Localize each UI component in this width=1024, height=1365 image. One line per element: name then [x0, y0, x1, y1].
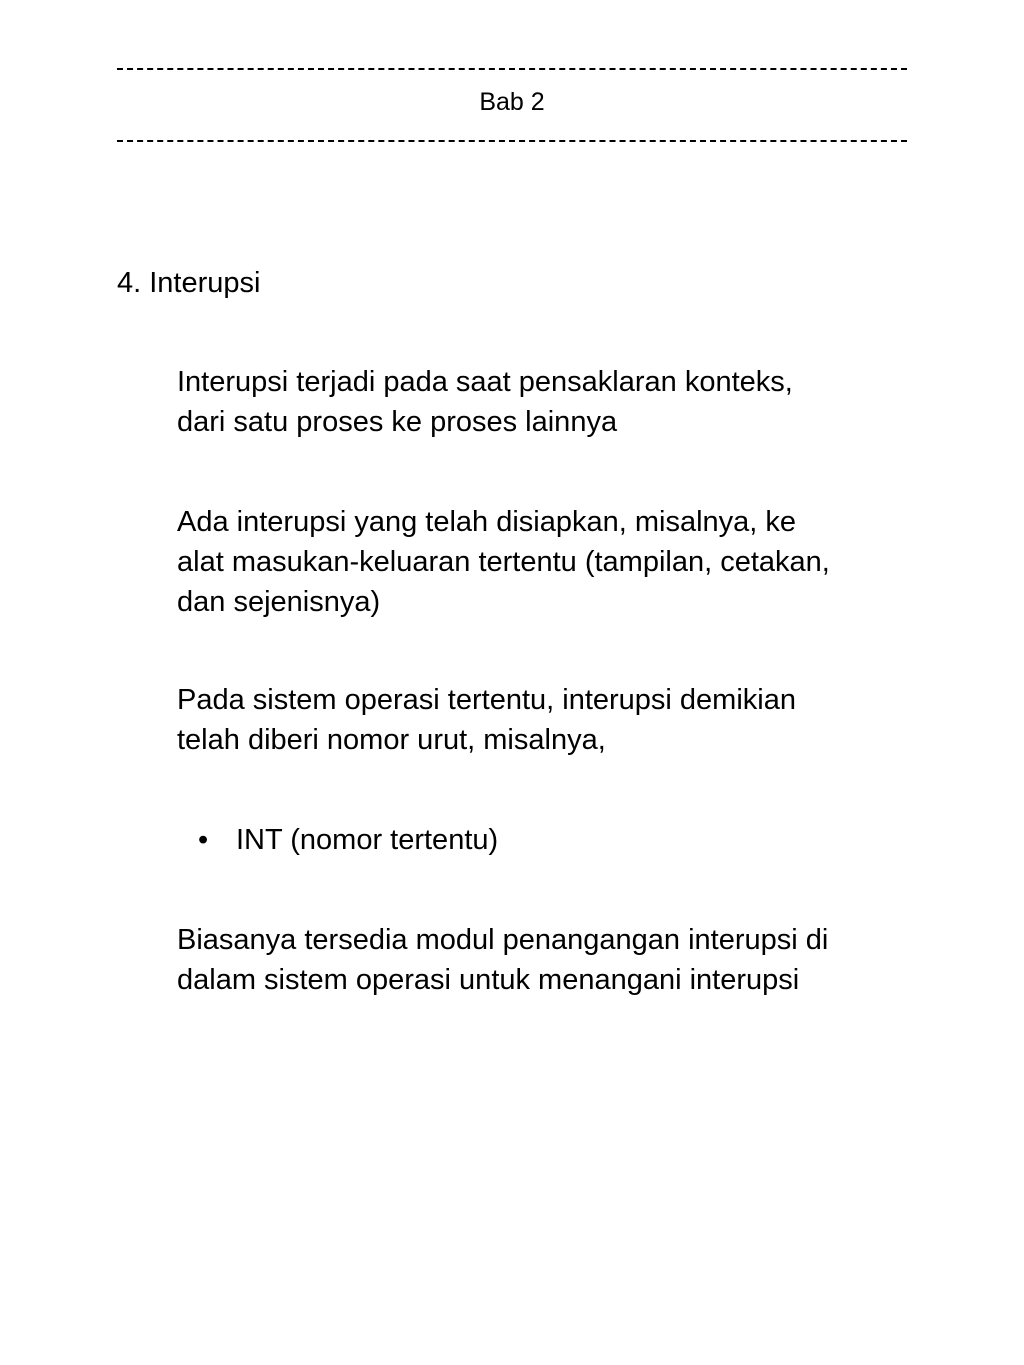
bullet-item — [198, 820, 498, 860]
bullet-text: INT (nomor tertentu) — [236, 824, 499, 856]
paragraph-line: Interupsi terjadi pada saat pensaklaran konteks, — [177, 366, 793, 398]
header-title: Bab 2 — [479, 88, 545, 116]
paragraph-line: dan sejenisnya) — [177, 586, 381, 618]
header-top-rule — [117, 68, 907, 70]
paragraph-prepared-interrupts — [177, 502, 977, 622]
paragraph-numbered-interrupts — [177, 680, 977, 760]
paragraph-line: Ada interupsi yang telah disiapkan, misalnya, ke — [177, 506, 797, 538]
paragraph-line: dalam sistem operasi untuk menangani interupsi — [177, 964, 800, 996]
section-title: 4. Interupsi — [117, 267, 261, 299]
paragraph-line: telah diberi nomor urut, misalnya, — [177, 724, 606, 756]
paragraph-handler-module — [177, 920, 977, 1000]
paragraph-context-switch — [177, 362, 977, 442]
header-bottom-rule — [117, 140, 907, 142]
paragraph-line: Biasanya tersedia modul penangangan interupsi di — [177, 924, 829, 956]
paragraph-line: alat masukan-keluaran tertentu (tampilan, cetakan, — [177, 546, 830, 578]
paragraph-line: dari satu proses ke proses lainnya — [177, 406, 618, 438]
bullet-marker: • — [198, 824, 209, 856]
paragraph-line: Pada sistem operasi tertentu, interupsi demikian — [177, 684, 796, 716]
